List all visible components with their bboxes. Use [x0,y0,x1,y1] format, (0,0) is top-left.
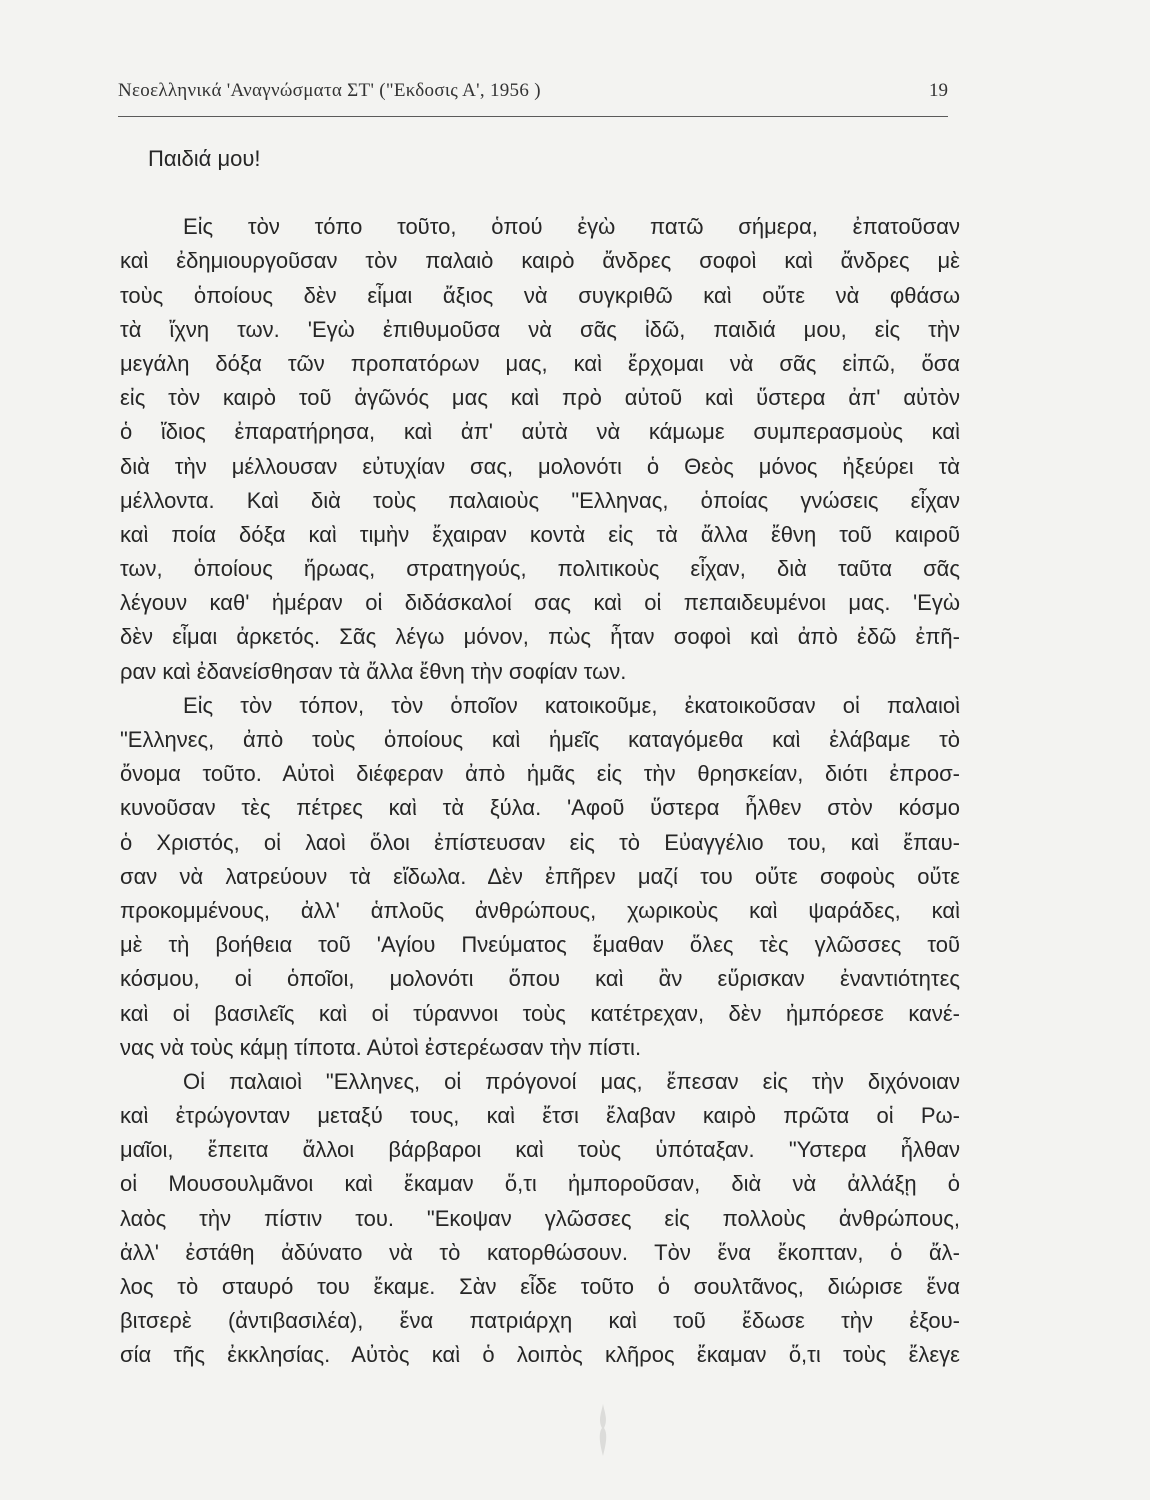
text-line: δὲν εἶμαι ἀρκετός. Σᾶς λέγω μόνον, πὼς ἦταν σοφοὶ καὶ ἀπὸ ἐδῶ ἐπῆ- [120,624,960,650]
text-line: κυνοῦσαν τὲς πέτρες καὶ τὰ ξύλα. 'Αφοῦ ὕστερα ἦλθεν στὸν κόσμο [120,795,960,821]
text-line: ὁ Χριστός, οἱ λαοὶ ὅλοι ἐπίστευσαν εἰς τὸ Εὐαγγέλιο του, καὶ ἔπαυ- [120,829,960,855]
page-header [118,78,948,110]
text-line: καὶ ἐτρώγονταν μεταξύ τους, καὶ ἔτσι ἔλαβαν καιρὸ πρῶτα οἱ Ρω- [120,1103,960,1129]
text-line: ἀλλ' ἐστάθη ἀδύνατο νὰ τὸ κατορθώσουν. Τὸν ἕνα ἔκοπταν, ὁ ἄλ- [120,1239,960,1265]
text-line: προκομμένους, ἀλλ' ἁπλοῦς ἀνθρώπους, χωρικοὺς καὶ ψαράδες, καὶ [120,897,960,923]
text-line: μαῖοι, ἔπειτα ἄλλοι βάρβαροι καὶ τοὺς ὑπόταξαν. "Υστερα ἦλθαν [120,1137,960,1163]
salutation: Παιδιά μου! [148,146,261,171]
text-line: "Ελληνες, ἀπὸ τοὺς ὁποίους καὶ ἡμεῖς καταγόμεθα καὶ ἐλάβαμε τὸ [120,727,960,752]
text-line: εἰς τὸν καιρὸ τοῦ ἀγῶνός μας καὶ πρὸ αὐτοῦ καὶ ὕστερα ἀπ' αὐτὸν [120,385,960,411]
text-line: μέλλοντα. Καὶ διὰ τοὺς παλαιοὺς "Ελληνας, ὁποίας γνώσεις εἶχαν [120,487,960,513]
running-title: Νεοελληνικά 'Αναγνώσματα ΣΤ' ("Εκδοσις Α', 1956 ) [118,80,541,101]
text-line: Εἰς τὸν τόπον, τὸν ὁποῖον κατοικοῦμε, ἐκατοικοῦσαν οἱ παλαιοὶ [183,692,960,718]
text-line: καὶ οἱ βασιλεῖς καὶ οἱ τύραννοι τοὺς κατέτρεχαν, δὲν ἠμπόρεσε κανέ- [120,1000,960,1026]
text-line: τοὺς ὁποίους δὲν εἶμαι ἄξιος νὰ συγκριθῶ καὶ οὔτε νὰ φθάσω [120,282,960,308]
text-line: σία τῆς ἐκκλησίας. Αὐτὸς καὶ ὁ λοιπὸς κλῆρος ἔκαμαν ὅ,τι τοὺς ἔλεγε [120,1342,960,1368]
text-lines [120,210,960,1372]
text-line: τὰ ἴχνη των. 'Εγὼ ἐπιθυμοῦσα νὰ σᾶς ἰδῶ, παιδιά μου, εἰς τὴν [120,316,960,342]
text-line: καὶ ποία δόξα καὶ τιμὴν ἔχαιραν κοντὰ εἰς τὰ ἄλλα ἔθνη τοῦ καιροῦ [120,521,960,547]
text-line: κόσμου, οἱ ὁποῖοι, μολονότι ὅπου καὶ ἂν εὕρισκαν ἐναντιότητες [120,966,960,992]
text-line: Οἱ παλαιοὶ "Ελληνες, οἱ πρόγονοί μας, ἔπεσαν εἰς τὴν διχόνοιαν [183,1068,960,1094]
text-line: μὲ τὴ βοήθεια τοῦ 'Αγίου Πνεύματος ἔμαθαν ὅλες τὲς γλῶσσες τοῦ [120,932,960,958]
text-line: διὰ τὴν μέλλουσαν εὐτυχίαν σας, μολονότι ὁ Θεὸς μόνος ἠξεύρει τὰ [120,453,960,479]
text-line: βιτσερὲ (ἀντιβασιλέα), ἕνα πατριάρχη καὶ τοῦ ἔδωσε τὴν ἐξου- [120,1308,960,1334]
header-rule [118,116,948,117]
text-line: νας νὰ τοὺς κάμῃ τίποτα. Αὐτοὶ ἐστερέωσαν τὴν πίστι. [120,1034,642,1060]
text-line: καὶ ἐδημιουργοῦσαν τὸν παλαιὸ καιρὸ ἄνδρες σοφοὶ καὶ ἄνδρες μὲ [120,248,960,274]
text-line: των, ὁποίους ἥρωας, στρατηγούς, πολιτικοὺς εἶχαν, διὰ ταῦτα σᾶς [120,556,960,582]
text-line: ὄνομα τοῦτο. Αὐτοὶ διέφεραν ἀπὸ ἡμᾶς εἰς τὴν θρησκείαν, διότι ἐπροσ- [120,761,960,787]
text-line: Εἰς τὸν τόπο τοῦτο, ὁπού ἐγὼ πατῶ σήμερα, ἐπατοῦσαν [183,214,960,240]
text-line: ὁ ἴδιος ἐπαρατήρησα, καὶ ἀπ' αὐτὰ νὰ κάμωμε συμπερασμοὺς καὶ [120,419,960,445]
text-line: λέγουν καθ' ἡμέραν οἱ διδάσκαλοί σας καὶ οἱ πεπαιδευμένοι μας. 'Εγὼ [120,590,960,616]
text-line: οἱ Μουσουλμᾶνοι καὶ ἔκαμαν ὅ,τι ἠμποροῦσαν, διὰ νὰ ἀλλάξῃ ὁ [120,1171,960,1197]
text-line: μεγάλη δόξα τῶν προπατόρων μας, καὶ ἔρχομαι νὰ σᾶς εἰπῶ, ὅσα [120,350,960,376]
text-line: ραν καὶ ἐδανείσθησαν τὰ ἄλλα ἔθνη τὴν σοφίαν των. [120,658,627,684]
printers-ornament [588,1400,618,1460]
text-line: λος τὸ σταυρό του ἔκαμε. Σὰν εἶδε τοῦτο ὁ σουλτᾶνος, διώρισε ἕνα [120,1274,960,1299]
body-text [120,142,960,1373]
text-line: λαὸς τὴν πίστιν του. "Εκοψαν γλῶσσες εἰς πολλοὺς ἀνθρώπους, [120,1205,960,1231]
text-line: σαν νὰ λατρεύουν τὰ εἴδωλα. Δὲν ἐπῆρεν μαζί του οὔτε σοφοὺς οὔτε [120,863,960,889]
page-number: 19 [929,80,948,101]
